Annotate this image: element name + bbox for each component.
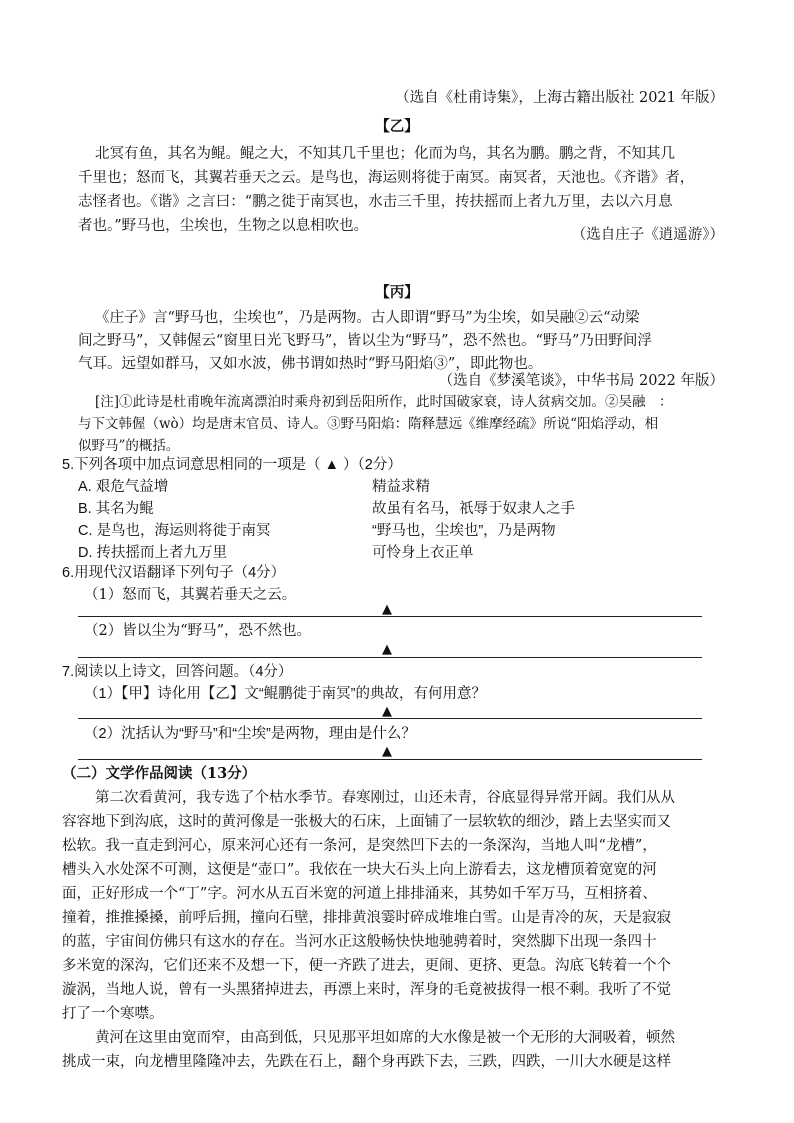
q6-item-2: （2）皆以尘为“野马”，恐不然也。 [84,623,312,639]
section-yi-line: 者也。”野马也，尘埃也，生物之以息相吹也。 [78,218,369,234]
question-7-stem: 7.阅读以上诗文，回答问题。（4分） [62,664,293,680]
section-bing-line: 间之野马”，又韩偓云“窗里日光飞野马”，皆以尘为“野马”，恐不然也。“野马”乃田野间浮 [78,333,652,349]
section-2-line: 槽头入水处深不可测，这便是“壶口”。我依在一块大石头上向上游看去，这龙槽顶着宽宽的河 [62,862,657,878]
section-2-line: 第二次看黄河，我专选了个枯水季节。春寒刚过，山还未青，谷底显得异常开阔。我们从从 [95,790,675,806]
q5-option-d-right: 可怜身上衣正单 [372,545,474,561]
answer-marker: ▲ [382,642,392,657]
q5-option-a-right: 精益求精 [372,479,430,495]
annotation-note: 与下文韩偓（wò）均是唐末官员、诗人。③野马阳焰：隋释慧远《维摩经疏》所说“阳焰浮动，相 [78,416,659,432]
q5-option-b-right: 故虽有名马，祇辱于奴隶人之手 [372,501,575,517]
section-2-line: 挑成一束，向龙槽里隆隆冲去，先跌在石上，翻个身再跌下去，三跌，四跌，一川大水硬是这样 [62,1054,671,1070]
section-2-line: 多米宽的深沟，它们还来不及想一下，便一齐跌了进去，更闹、更挤、更急。沟底飞转着一个个 [62,958,671,974]
question-6-stem: 6.用现代汉语翻译下列句子（4分） [62,565,286,581]
answer-marker: ▲ [382,744,392,759]
section-2-line: 松软。我一直走到河心，原来河心还有一条河，是突然凹下去的一条深沟，当地人叫“龙槽”， [62,838,657,854]
q5-option-c-left: C. 是鸟也，海运则将徙于南冥 [78,523,271,539]
answer-line [78,657,702,658]
section-bing-line: 《庄子》言“野马也，尘埃也”，乃是两物。古人即谓“野马”为尘埃，如吴融②云“动梁 [95,310,640,326]
section-2-line: 容容地下到沟底，这时的黄河像是一张极大的石床，上面铺了一层软软的细沙，踏上去坚实而又 [62,814,671,830]
section-2-line: 撞着，推推搡搡，前呼后拥，撞向石壁，排排黄浪霎时碎成堆堆白雪。山是青冷的灰，天是寂寂 [62,910,671,926]
section-2-line: 打了一个寒噤。 [62,1006,164,1022]
q6-item-1: （1）怒而飞，其翼若垂天之云。 [84,587,297,603]
answer-marker: ▲ [382,602,392,617]
q5-option-c-right: “野马也，尘埃也”，乃是两物 [372,523,556,539]
annotation-note: [注]①此诗是杜甫晚年流离漂泊时乘舟初到岳阳所作，此时国破家衰，诗人贫病交加。②吴融 ： [95,394,673,410]
answer-marker: ▲ [382,704,392,719]
annotation-note: 似野马”的概括。 [78,438,180,454]
section-2-heading: （二）文学作品阅读（13分） [62,765,257,782]
q5-option-d-left: D. 抟扶摇而上者九万里 [78,545,228,561]
section-bing-line: 气耳。远望如群马，又如水波，佛书谓如热时“野马阳焰③”，即此物也。 [78,356,543,372]
section-2-line: 漩涡，当地人说，曾有一头黑猪掉进去，再漂上来时，浑身的毛竟被拔得一根不剩。我听了不觉 [62,982,671,998]
section-2-line: 黄河在这里由宽而窄，由高到低，只见那平坦如席的大水像是被一个无形的大洞吸着，顿然 [95,1030,675,1046]
q7-item-1: （1）【甲】诗化用【乙】文“鲲鹏徙于南冥”的典故，有何用意？ [84,686,486,702]
question-5-stem: 5.下列各项中加点词意思相同的一项是（ ▲ ）（2分） [62,457,402,473]
source-citation-bing: （选自《梦溪笔谈》，中华书局 2022 年版） [438,373,724,389]
q5-option-b-left: B. 其名为鲲 [78,501,154,517]
answer-line [78,718,702,719]
source-citation-yi: （选自庄子《逍遥游》） [571,227,724,243]
answer-line [78,759,702,760]
section-yi-line: 志怪者也。《谐》之言曰：“鹏之徙于南冥也，水击三千里，抟扶摇而上者九万里，去以六月息 [78,194,673,210]
section-yi-line: 北冥有鱼，其名为鲲。鲲之大，不知其几千里也；化而为鸟，其名为鹏。鹏之背，不知其几 [95,146,675,162]
section-bing-heading: 【丙】 [375,285,419,301]
section-yi-line: 千里也；怒而飞，其翼若垂天之云。是鸟也，海运则将徙于南冥。南冥者，天池也。《齐谐》者， [78,170,695,186]
answer-line [78,616,702,617]
section-2-line: 的蓝，宇宙间仿佛只有这水的存在。当河水正这般畅快快地驰骋着时，突然脚下出现一条四十 [62,934,657,950]
q5-option-a-left: A. 艰危气益增 [78,479,169,495]
section-2-line: 面，正好形成一个“丁”字。河水从五百米宽的河道上排排涌来，其势如千军万马，互相挤着、 [62,886,657,902]
q7-item-2: （2）沈括认为“野马”和“尘埃”是两物，理由是什么？ [84,726,416,742]
source-citation-a: （选自《杜甫诗集》，上海古籍出版社 2021 年版） [395,90,724,106]
section-yi-heading: 【乙】 [375,119,419,135]
